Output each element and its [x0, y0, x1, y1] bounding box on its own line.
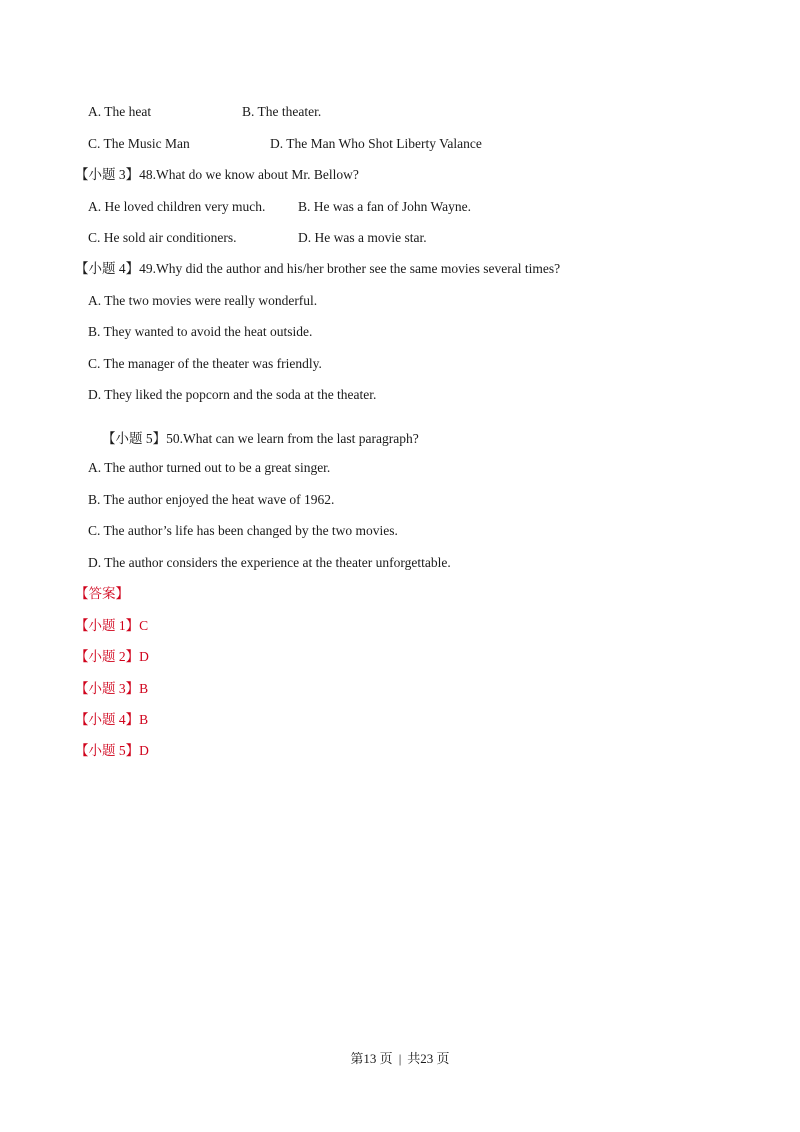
q3-option-c: C. He sold air conditioners.	[88, 230, 237, 245]
q5-option-c: C. The author’s life has been changed by the two movies.	[88, 523, 398, 538]
q5-option-a: A. The author turned out to be a great singer.	[88, 460, 331, 475]
q4-option-b: B. They wanted to avoid the heat outside.	[88, 324, 313, 339]
q2-option-b: B. The theater.	[242, 104, 322, 119]
answer-item: 【小题 5】D	[75, 743, 149, 758]
q5-stem: 【小题 5】50.What can we learn from the last paragraph?	[102, 431, 419, 446]
page-separator: |	[398, 1051, 402, 1066]
q4-option-a: A. The two movies were really wonderful.	[88, 293, 318, 308]
q3-stem: 【小题 3】48.What do we know about Mr. Bellow?	[75, 167, 359, 182]
q2-option-c: C. The Music Man	[88, 136, 190, 151]
answer-item: 【小题 4】B	[75, 712, 149, 727]
q5-option-b: B. The author enjoyed the heat wave of 1962.	[88, 492, 335, 507]
answers-heading: 【答案】	[75, 586, 129, 601]
answer-item: 【小题 1】C	[75, 618, 149, 633]
q2-option-a: A. The heat	[88, 104, 152, 119]
page-total: 共23 页	[407, 1051, 450, 1066]
q3-option-b: B. He was a fan of John Wayne.	[298, 199, 471, 214]
q2-option-d: D. The Man Who Shot Liberty Valance	[270, 136, 482, 151]
q3-option-a: A. He loved children very much.	[88, 199, 266, 214]
q4-stem: 【小题 4】49.Why did the author and his/her brother see the same movies several times?	[75, 261, 561, 276]
answer-item: 【小题 3】B	[75, 681, 149, 696]
page-footer	[0, 1048, 800, 1067]
page-number: 第13 页	[350, 1051, 393, 1066]
answer-item: 【小题 2】D	[75, 649, 149, 664]
q4-option-d: D. They liked the popcorn and the soda at the theater.	[88, 387, 377, 402]
q3-option-d: D. He was a movie star.	[298, 230, 427, 245]
q5-option-d: D. The author considers the experience at the theater unforgettable.	[88, 555, 451, 570]
q4-option-c: C. The manager of the theater was friendly.	[88, 356, 322, 371]
